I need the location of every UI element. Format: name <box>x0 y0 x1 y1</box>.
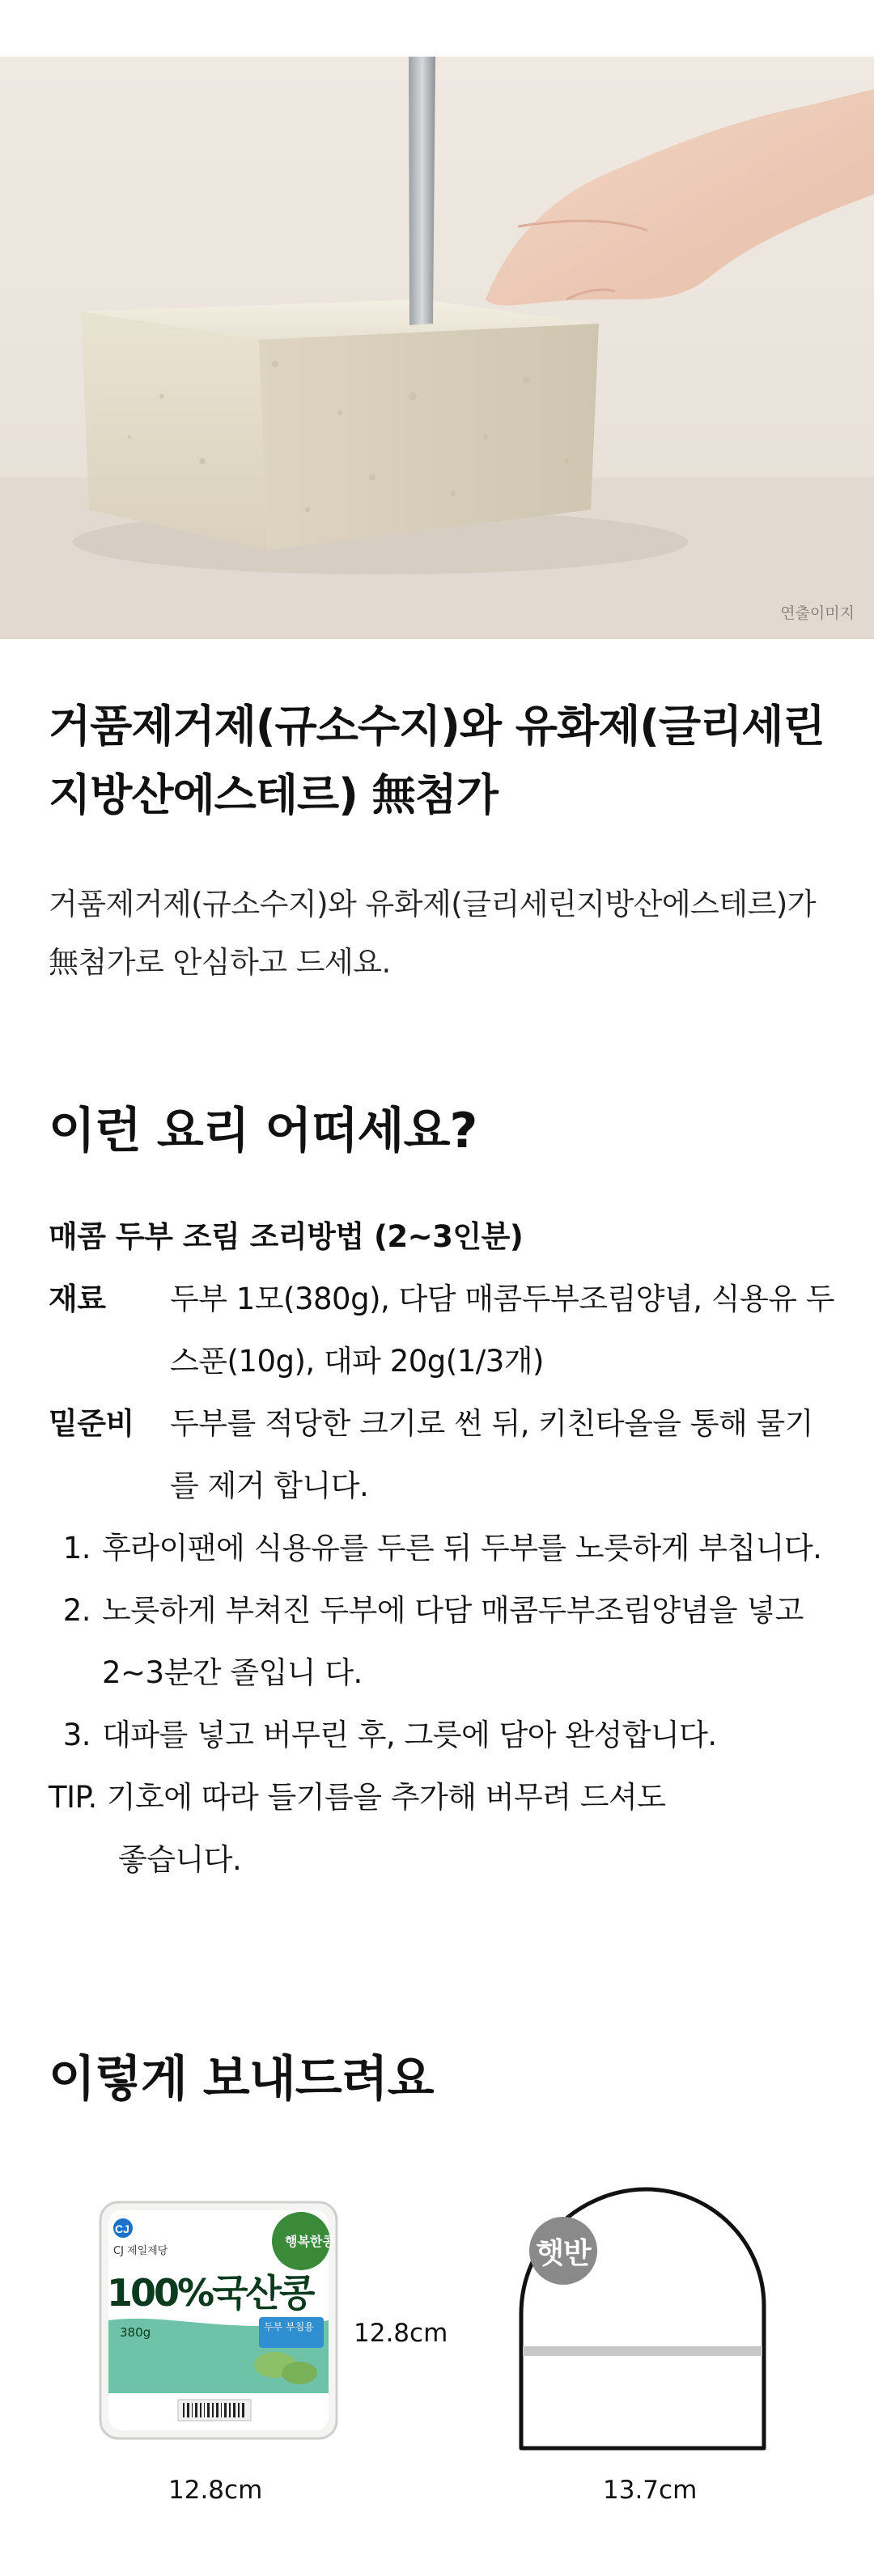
rice-bowl-badge: 햇반 <box>529 2217 597 2285</box>
recipe-step <box>49 1704 842 1766</box>
recipe-steps <box>49 1517 842 1766</box>
package-width-label: 12.8cm <box>168 2476 263 2505</box>
package-height-label: 12.8cm <box>354 2319 448 2348</box>
svg-text:CJ: CJ <box>115 2222 129 2235</box>
hero-caption: 연출이미지 <box>780 604 855 622</box>
hero-image <box>0 57 874 639</box>
recipe-section-title: 이런 요리 어떠세요? <box>49 1103 477 1159</box>
tip-text-line1: 기호에 따라 들기름을 추가해 버무려 드셔도 <box>106 1780 666 1815</box>
tofu-cutting-illustration <box>0 57 874 639</box>
prep-text: 두부를 적당한 크기로 썬 뒤, 키친타올을 통해 물기를 제거 합니다. <box>170 1406 813 1503</box>
tip-row <box>49 1766 842 1828</box>
recipe-block <box>49 1205 842 1891</box>
package-headline: 100%국산콩 <box>107 2271 313 2315</box>
step-number: 3. <box>62 1718 91 1752</box>
recipe-step <box>49 1579 842 1704</box>
step-text: 후라이팬에 식용유를 두른 뒤 두부를 노릇하게 부칩니다. <box>102 1531 822 1566</box>
tip-text-line2: 좋습니다. <box>118 1842 242 1877</box>
feature-description: 거품제거제(규소수지)와 유화제(글리세린지방산에스테르)가 無첨가로 안심하고 드세요. <box>49 887 817 980</box>
ingredients-row <box>49 1268 842 1392</box>
tofu-package-image <box>97 2199 340 2442</box>
ingredients-text: 두부 1모(380g), 다담 매콤두부조림양념, 식용유 두 스푼(10g), 대파 20g(1/3개) <box>170 1282 834 1379</box>
recipe-step <box>49 1517 842 1579</box>
package-badge-text: 행복한콩 <box>285 2234 335 2249</box>
package-product-type: 두부 부침용 <box>264 2321 314 2332</box>
step-number: 1. <box>62 1531 91 1566</box>
shipping-section-title: 이렇게 보내드려요 <box>49 2051 434 2108</box>
tip-label: TIP. <box>49 1780 97 1815</box>
recipe-title: 매콤 두부 조림 조리방법 (2~3인분) <box>49 1219 524 1254</box>
bowl-width-label: 13.7cm <box>603 2476 698 2505</box>
step-text: 노릇하게 부쳐진 두부에 다담 매콤두부조림양념을 넣고 2~3분간 졸입니 다. <box>102 1593 804 1690</box>
ingredients-label: 재료 <box>49 1282 106 1316</box>
package-weight-label: 380g <box>120 2325 151 2340</box>
prep-label: 밑준비 <box>49 1406 134 1441</box>
step-text: 대파를 넣고 버무린 후, 그릇에 담아 완성합니다. <box>102 1718 717 1752</box>
prep-row <box>49 1392 842 1517</box>
feature-title: 거품제거제(규소수지)와 유화제(글리세린지방산에스테르) 無첨가 <box>49 701 825 820</box>
package-brand-text: CJ 제일제당 <box>113 2245 168 2257</box>
step-number: 2. <box>62 1593 91 1628</box>
